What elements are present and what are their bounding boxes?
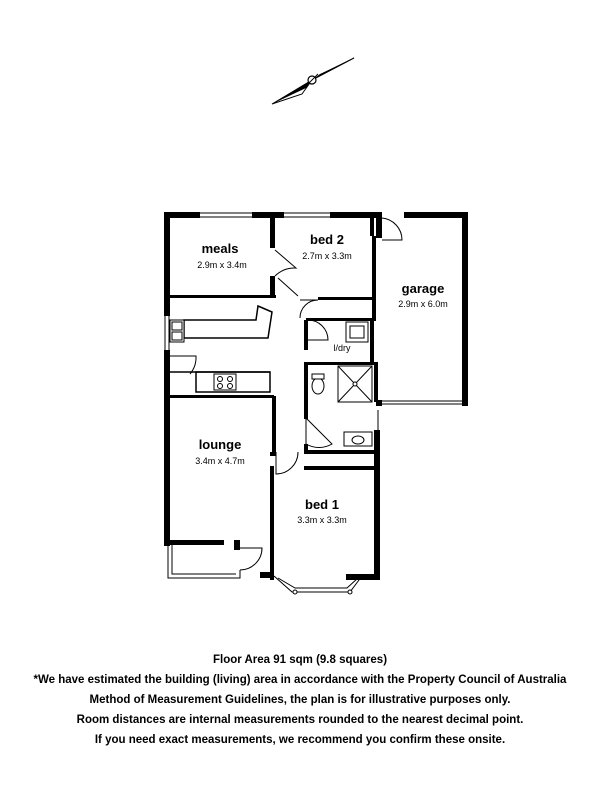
floor-area-text: Floor Area 91 sqm (9.8 squares)	[212, 654, 388, 666]
toilet-icon	[312, 374, 324, 394]
room-lounge-name: lounge	[198, 437, 242, 452]
room-bed2-dims: 2.7m x 3.3m	[302, 251, 352, 261]
room-lounge-dims: 3.4m x 4.7m	[195, 456, 245, 466]
disclaimer-line-3: Room distances are internal measurements rounded to the nearest decimal point.	[76, 714, 524, 726]
room-laundry-name: l/dry	[333, 343, 351, 353]
cooktop-icon	[214, 374, 236, 390]
room-bed2-name: bed 2	[310, 232, 344, 247]
room-garage-dims: 2.9m x 6.0m	[398, 299, 448, 309]
plan-disclaimer	[0, 650, 600, 750]
north-arrow-icon	[272, 58, 354, 104]
room-bed1-name: bed 1	[305, 497, 339, 512]
disclaimer-line-1: *We have estimated the building (living) area in accordance with the Property Council of Australia	[33, 674, 567, 686]
room-meals-name: meals	[201, 241, 239, 256]
windows	[165, 213, 462, 594]
laundry-tub-icon	[346, 322, 368, 342]
disclaimer-line-4: If you need exact measurements, we recommend you confirm these onsite.	[94, 734, 506, 746]
kitchen-sink-icon	[170, 320, 184, 342]
shower-icon	[338, 366, 372, 402]
room-bed1-dims: 3.3m x 3.3m	[297, 515, 347, 525]
room-meals-dims: 2.9m x 3.4m	[197, 260, 247, 270]
disclaimer-line-2: Method of Measurement Guidelines, the plan is for illustrative purposes only.	[89, 694, 511, 706]
room-garage-name: garage	[401, 281, 445, 296]
basin-icon	[344, 432, 372, 446]
